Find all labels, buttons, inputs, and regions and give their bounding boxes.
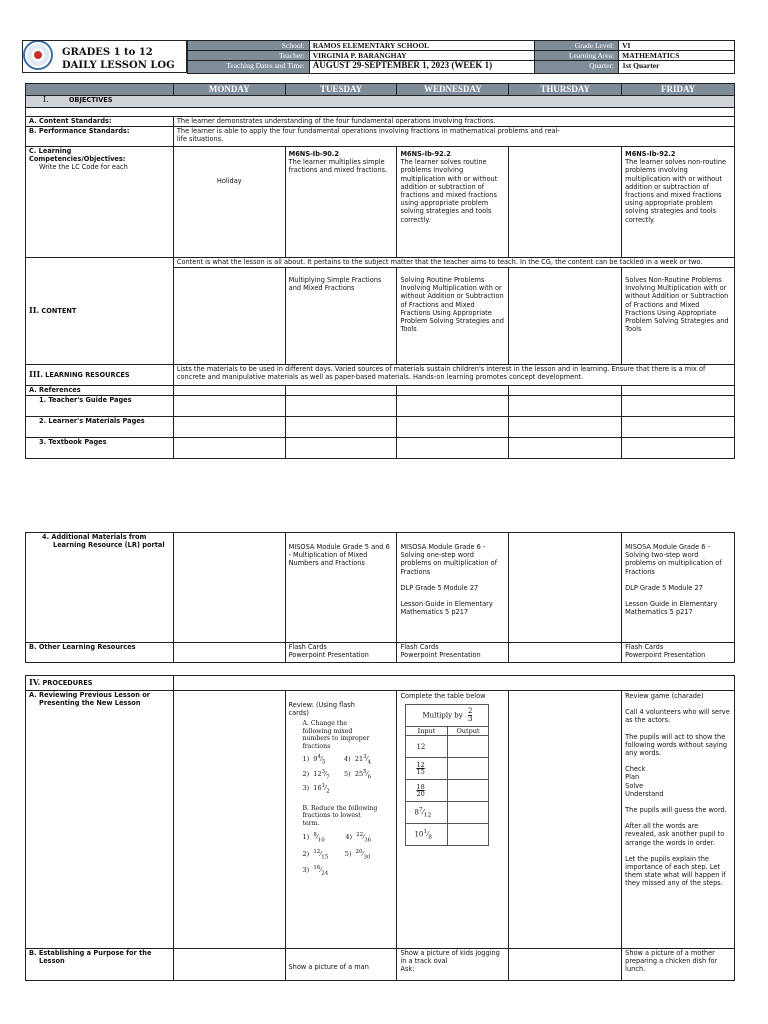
establishing-purpose-label: B. Establishing a Purpose for the Lesson [26,949,174,981]
tuesday-content: Multiplying Simple Fractions and Mixed Fractions [285,268,397,365]
teachers-guide-label: 1. Teacher's Guide Pages [26,396,174,417]
friday-additional: MISOSA Module Grade 6 - Solving two-step word problems on multiplication of Fractions DLP Grade 5 Module 27 Lesson Guide in Elementary Mathematics 5 p217 [622,533,735,643]
friday-objective: M6NS-Ib-92.2 The learner solves non-routine problems involving multiplication with or without addition or subtraction of fractions and mixed fractions using appropriate problem solving strategies and tools correctly. [622,147,735,258]
teacher-value: VIRGINIA P. BARANGHAY [309,51,535,61]
friday-content: Solves Non-Routine Problems Involving Multiplication with or without Addition or Subtraction of Fractions and Mixed Fractions Using Appropriate Problem Solving Strategies and Tools [622,268,735,365]
monday-review [173,691,285,949]
lesson-table-part1 [25,83,735,459]
day-friday: FRIDAY [622,84,735,96]
friday-purpose: Show a picture of a mother preparing a chicken dish for lunch. [622,949,735,981]
school-value: RAMOS ELEMENTARY SCHOOL [309,41,535,51]
learners-materials-label: 2. Learner's Materials Pages [26,417,174,438]
grade-value: VI [619,41,735,51]
title-line1: GRADES 1 to 12 [62,47,153,58]
dates-value: AUGUST 29-SEPTEMBER 1, 2023 (WEEK 1) [309,61,535,74]
content-heading: II. CONTENT [26,258,174,365]
thursday-additional [509,533,622,643]
tuesday-purpose: Show a picture of a man [285,949,397,981]
quarter-label: Quarter: [535,61,619,74]
thursday-content [509,268,622,365]
title-line2: DAILY LESSON LOG [62,60,175,71]
grade-label: Grade Level: [535,41,619,51]
resources-note: Lists the materials to be used in different days. Varied sources of materials sustain children's interest in the lesson and in learning. Ensure that there is a mix of concrete and manipulative materials as well as paper-based materials. Hands-on learning promotes concept development. [173,365,734,386]
quarter-value: 1st Quarter [619,61,735,74]
procedures-table [25,675,735,981]
friday-other: Flash Cards Powerpoint Presentation [622,643,735,663]
monday-content [173,268,285,365]
content-note: Content is what the lesson is all about. It pertains to the subject matter that the teacher aims to teach. In the CG, the content can be tackled in a week or two. [173,258,734,268]
tuesday-objective: M6NS-Ib-90.2 The learner multiplies simple fractions and mixed fractions. [285,147,397,258]
reduce-fractions-list: 1) $^8⁄_{10}$ 4) $^{22}⁄_{36}$ 2) $^{12}⁄_{15}$ 5) $^{20}⁄_{30}$ 3) $^{16}⁄_{24}$ [302,832,372,877]
monday-objective: Holiday [173,147,285,258]
objectives-heading: I. OBJECTIVES [26,96,735,108]
reviewing-lesson-label: A. Reviewing Previous Lesson or Presenting the New Lesson [26,691,174,949]
thursday-objective [509,147,622,258]
dates-label: Teaching Dates and Time: [188,61,310,74]
resources-heading: III. LEARNING RESOURCES [26,365,174,386]
other-resources-label: B. Other Learning Resources [26,643,174,663]
references-label: A. References [26,386,174,396]
performance-standards-label: B. Performance Standards: [26,127,174,147]
area-label: Learning Area: [535,51,619,61]
wednesday-objective: M6NS-Ib-92.2 The learner solves routine problems involving multiplication with or without addition or subtraction of fractions and mixed fractions using appropriate problem solving strategies and tools correctly. [397,147,509,258]
mixed-numbers-list: 1) $9^4⁄_5$ 4) $21^3⁄_4$ 2) $12^3⁄_7$ 5) $25^5⁄_6$ 3) $16^1⁄_2$ [302,754,372,795]
lesson-table-part2 [25,532,735,663]
tuesday-review: Review: (Using flash cards) A. Change the following mixed numbers to improper fractions 1) $9^4⁄_5$ 4) $21^3⁄_4$ 2) $12^3⁄_7$ 5) $25^5⁄_6$ 3) $16^1⁄_2$ B. Reduce the following fractions to lowest term. 1) $^8⁄_{10}$ 4) $^{22}⁄_{36}$ 2) $^{12}⁄_{15}$ 5) $^{20}⁄_{30}$ 3) $^{16}⁄_{24}$ [285,691,397,949]
day-wednesday: WEDNESDAY [397,84,509,96]
wednesday-additional: MISOSA Module Grade 6 - Solving one-step word problems on multiplication of Fractions DLP Grade 5 Module 27 Lesson Guide in Elementary Mathematics 5 p217 [397,533,509,643]
additional-materials-label: 4. Additional Materials from Learning Resource (LR) portal [26,533,174,643]
wednesday-content: Solving Routine Problems Involving Multiplication with or without Addition or Subtraction of Fractions and Mixed Fractions Using Appropriate Problem Solving Strategies and Tools [397,268,509,365]
performance-standards-text: The learner is able to apply the four fundamental operations involving fractions in mathematical problems and real- life situations. [173,127,734,147]
textbook-pages-label: 3. Textbook Pages [26,438,174,459]
teacher-label: Teacher: [188,51,310,61]
day-thursday: THURSDAY [509,84,622,96]
day-monday: MONDAY [173,84,285,96]
area-value: MATHEMATICS [619,51,735,61]
monday-additional [173,533,285,643]
friday-review: Review game (charade) Call 4 volunteers who will serve as the actors. The pupils will act to show the following words without saying any words. Check Plan Solve Understand The pupils will guess the word. After all the words are revealed, ask another pupil to arrange the words in order. Let the pupils explain the importance of each step. Let them state what will happen if they missed any of the steps. [622,691,735,949]
school-label: School: [188,41,310,51]
content-standards-label: A. Content Standards: [26,117,174,127]
procedures-heading: IV. PROCEDURES [26,676,174,691]
thursday-review [509,691,622,949]
tuesday-other: Flash Cards Powerpoint Presentation [285,643,397,663]
header-info-table [187,40,735,74]
wednesday-purpose: Show a picture of kids jogging in a track oval Ask: [397,949,509,981]
wednesday-review: Complete the table below Multiply by $\frac{2}{3}$ Input Output 12 12 15 18 20 $8^7⁄_{12}$ $10^1⁄_8$ [397,691,509,949]
tuesday-additional: MISOSA Module Grade 5 and 6 - Multiplication of Mixed Numbers and Fractions [285,533,397,643]
day-tuesday: TUESDAY [285,84,397,96]
multiply-table-image: Multiply by $\frac{2}{3}$ Input Output 12 12 15 18 20 $8^7⁄_{12}$ $10^1⁄_8$ [405,704,489,846]
content-standards-text: The learner demonstrates understanding of the four fundamental operations involving fractions. [173,117,734,127]
title-box [22,40,187,73]
competencies-label: C. Learning Competencies/Objectives: Write the LC Code for each [26,147,174,258]
wednesday-other: Flash Cards Powerpoint Presentation [397,643,509,663]
